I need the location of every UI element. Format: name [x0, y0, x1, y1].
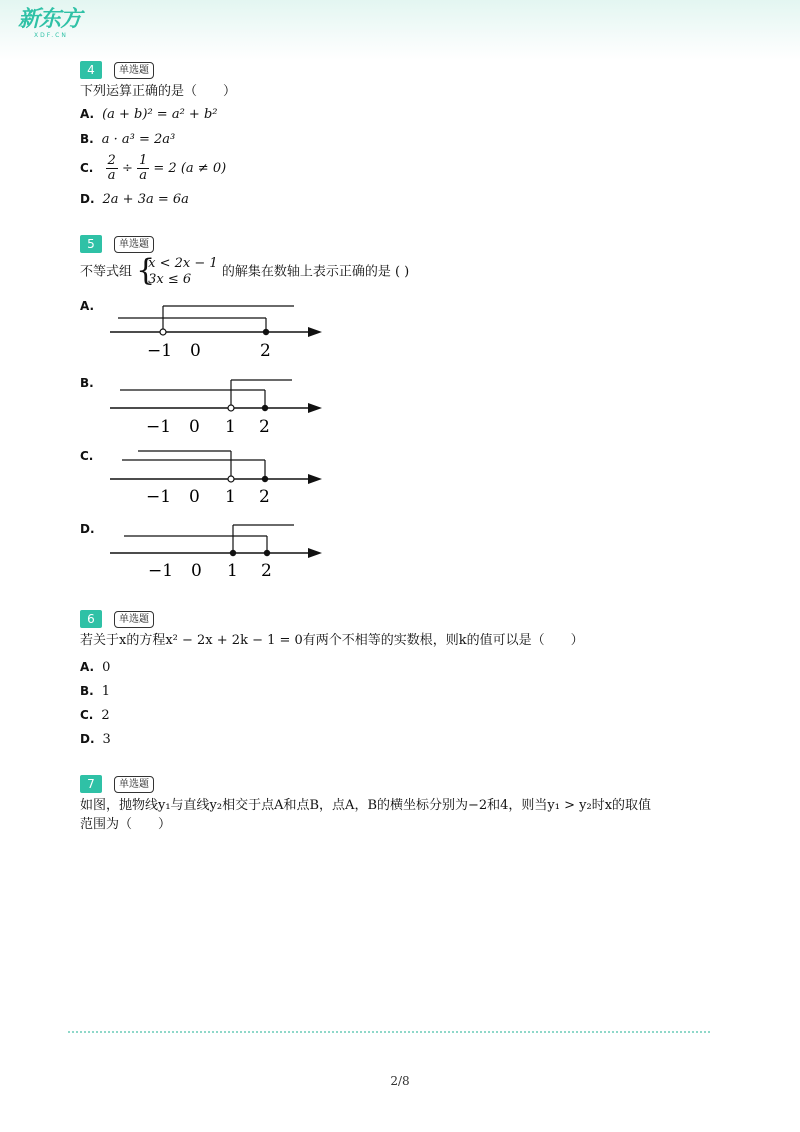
option-d: D.: [80, 522, 95, 536]
footer-divider: [68, 1031, 710, 1033]
option-a: A.: [80, 299, 95, 313]
fraction: $\frac{2}{a}$: [107, 153, 116, 183]
svg-text:0: 0: [190, 341, 201, 360]
option-b: B. 1: [80, 684, 110, 699]
svg-text:0: 0: [191, 561, 202, 581]
fraction: $\frac{1}{a}$: [138, 153, 148, 183]
question-stem: 下列运算正确的是（ ）: [80, 84, 237, 99]
svg-text:1: 1: [225, 417, 236, 436]
svg-text:−1: −1: [148, 561, 174, 581]
number-line-b: [100, 372, 330, 436]
number-line-d: [100, 518, 330, 582]
svg-text:1: 1: [227, 561, 238, 581]
question-type-badge: 单选题: [114, 62, 154, 79]
header-band: [0, 0, 800, 60]
question-number: 4: [80, 61, 102, 79]
option-b: B.: [80, 376, 94, 390]
svg-text:2: 2: [261, 561, 272, 581]
option-c: C.: [80, 449, 94, 463]
question-5: [80, 235, 154, 253]
question-type-badge: 单选题: [114, 776, 154, 793]
option-a: A. 0: [80, 660, 111, 675]
question-4: [80, 61, 236, 101]
number-line-c: [100, 444, 330, 508]
question-stem: 若关于x的方程x² − 2x + 2k − 1 = 0有两个不相等的实数根，则k的值可以是（ ）: [80, 633, 584, 648]
question-number: 6: [80, 610, 102, 628]
svg-text:2: 2: [259, 417, 270, 436]
svg-text:1: 1: [225, 487, 236, 507]
svg-text:−1: −1: [146, 487, 172, 507]
question-stem: 如图，抛物线y₁与直线y₂相交于点A和点B，点A，B的横坐标分别为−2和4，则当y₁ > y₂时x的取值 范围为（ ）: [80, 798, 652, 832]
question-type-badge: 单选题: [114, 611, 154, 628]
inequality-system: { x < 2x − 1 3x ≤ 6: [136, 253, 218, 288]
svg-text:0: 0: [189, 417, 200, 436]
number-line-a: [100, 296, 330, 360]
option-b: B. a · a³ = 2a³: [80, 132, 176, 147]
question-number: 5: [80, 235, 102, 253]
brand-logo: 新东方 XDF.CN: [18, 7, 82, 39]
svg-text:−1: −1: [147, 341, 173, 360]
svg-text:−1: −1: [146, 417, 172, 436]
option-c: C. 2: [80, 708, 110, 723]
question-6: [80, 610, 584, 650]
question-number: 7: [80, 775, 102, 793]
question-7: [80, 775, 651, 834]
option-d: D. 3: [80, 732, 111, 747]
svg-text:2: 2: [259, 487, 270, 507]
page-number: 2/8: [390, 1074, 410, 1088]
question-type-badge: 单选题: [114, 236, 154, 253]
option-d: D. 2a + 3a = 6a: [80, 192, 189, 207]
svg-text:2: 2: [260, 341, 271, 360]
question-stem: 不等式组 { x < 2x − 1 3x ≤ 6 的解集在数轴上表示正确的是 ( ): [80, 253, 410, 288]
svg-text:0: 0: [189, 487, 200, 507]
option-a: A. (a + b)² = a² + b²: [80, 107, 218, 122]
option-c: C. $\frac{2}{a}$ ÷ $\frac{1}{a}$ = 2 (a ≠ 0): [80, 153, 227, 183]
